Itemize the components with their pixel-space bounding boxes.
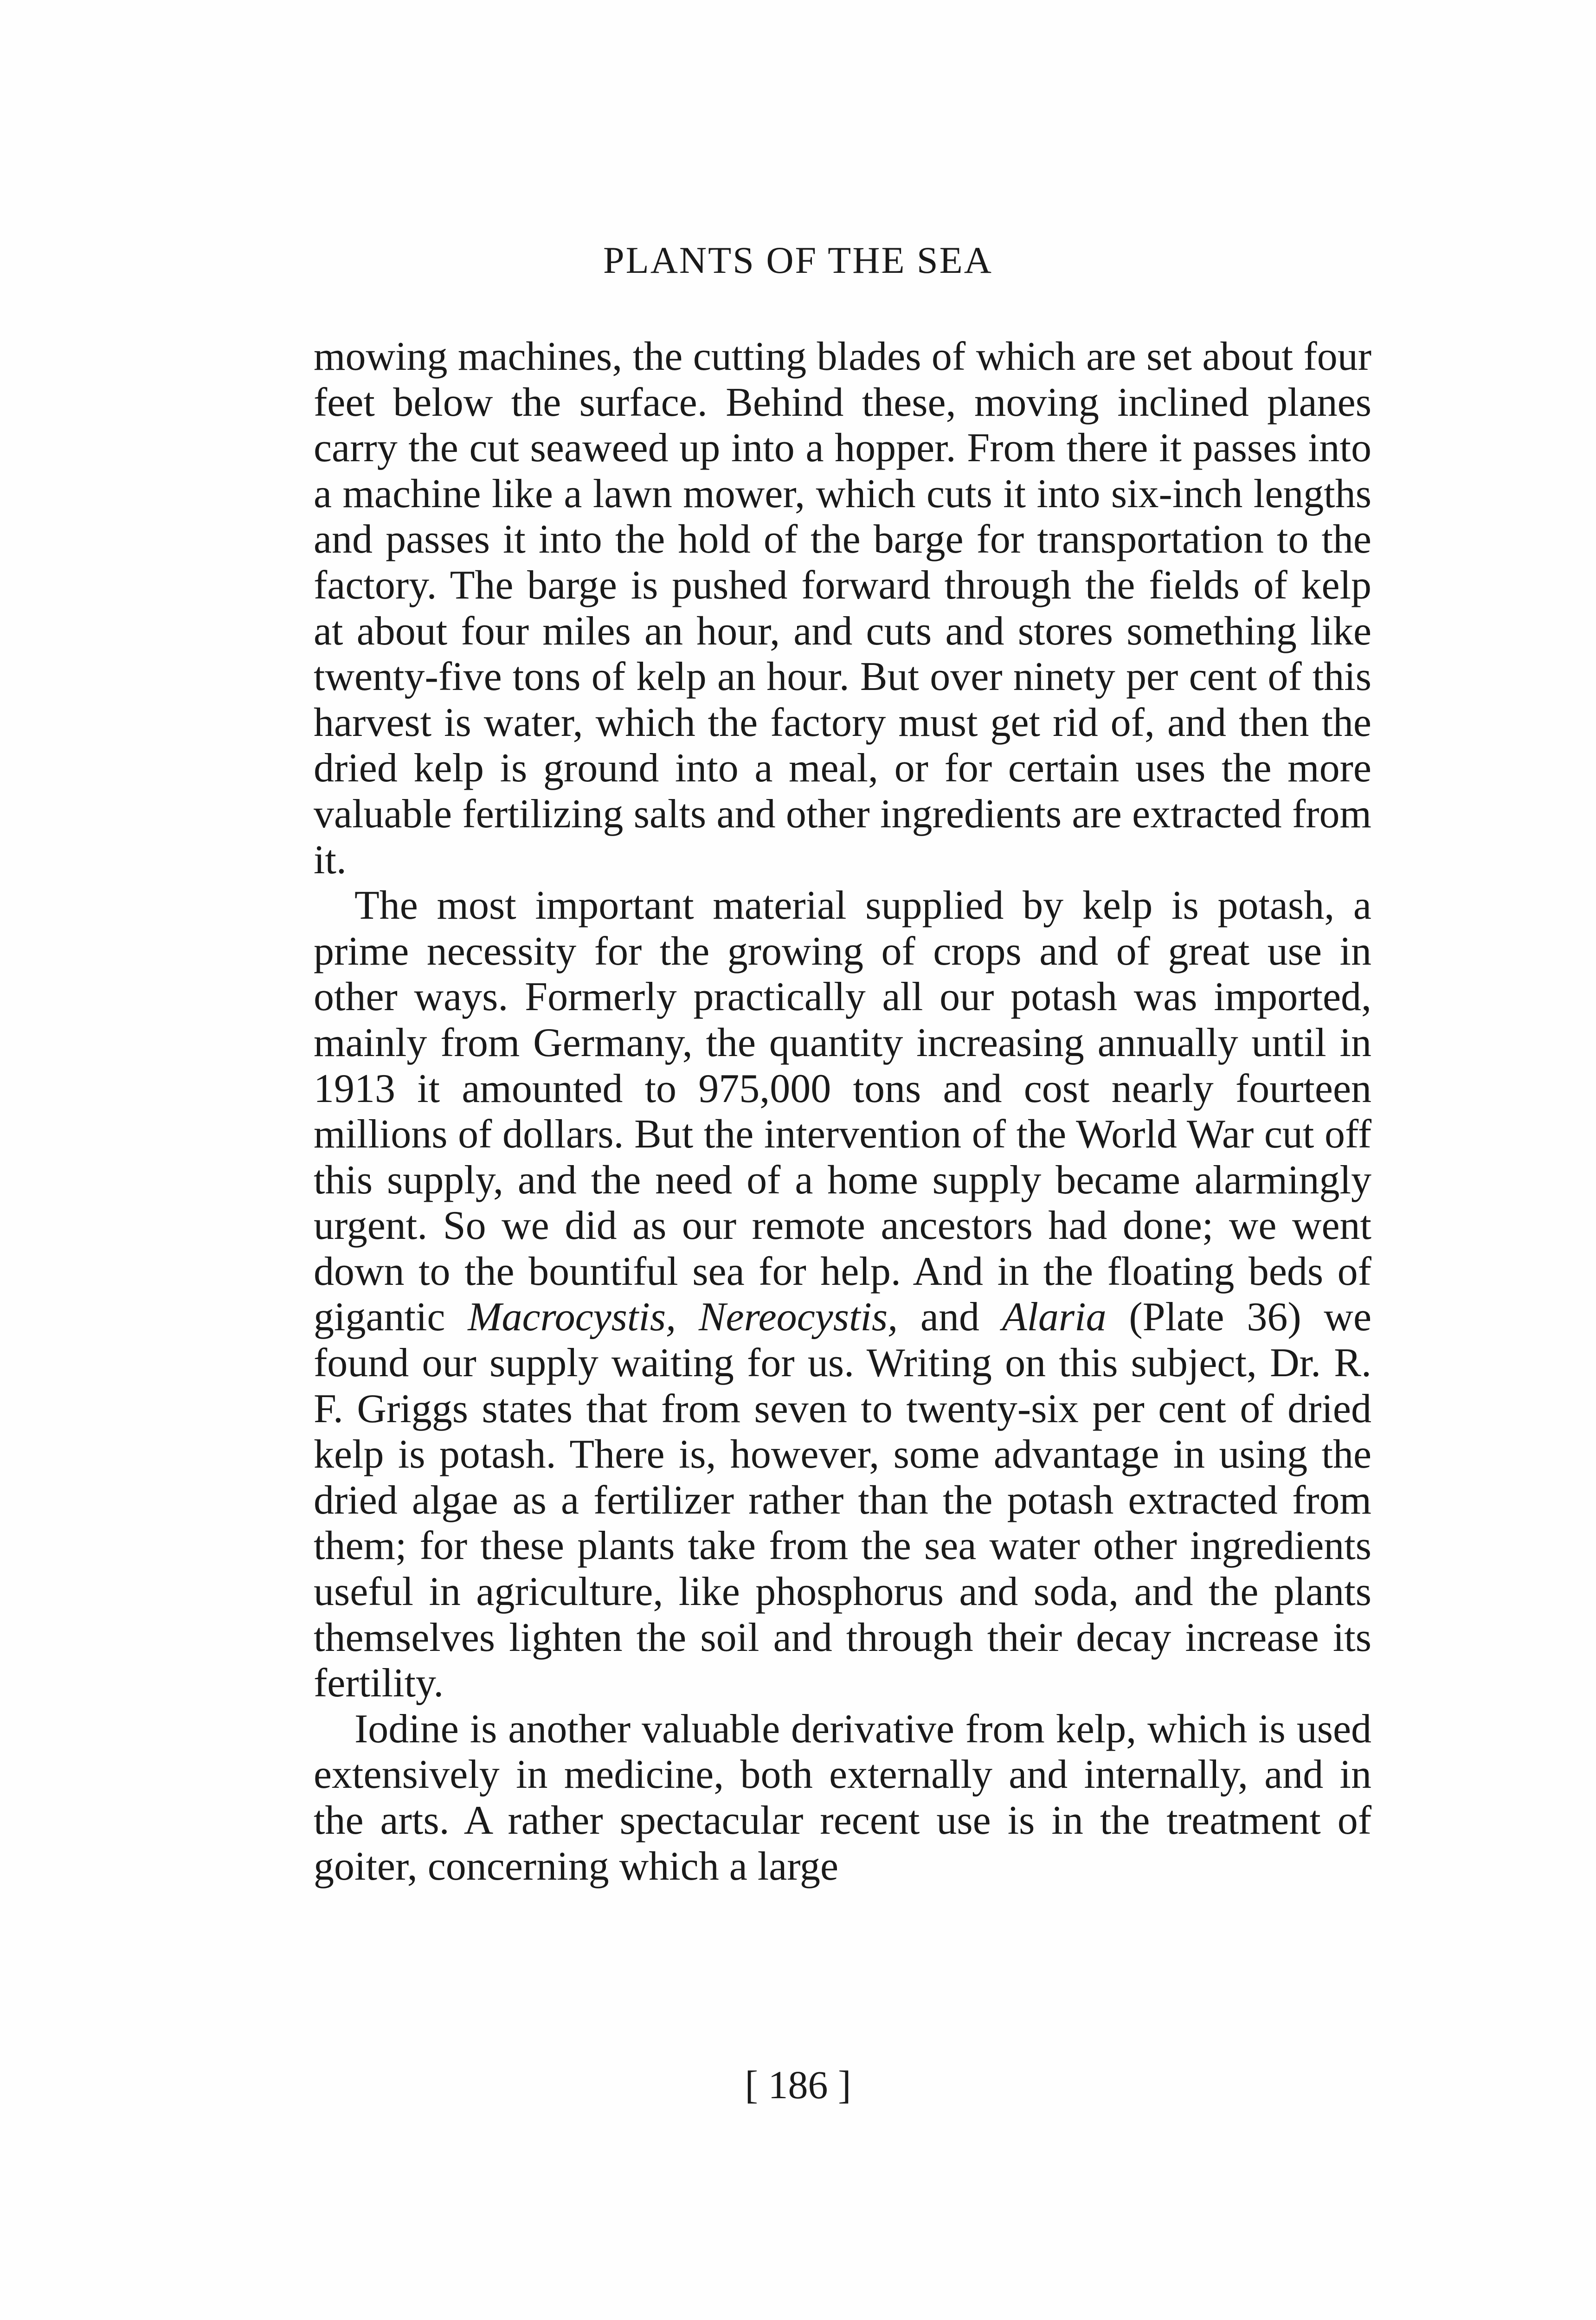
- separator: and: [898, 1295, 1002, 1340]
- paragraph-potash-text-b: (Plate 36) we found our supply waiting for us. Writing on this subject, Dr. R. F. Griggs states that from seven to twenty-six per cent of dried kelp is potash. There is, however, some advantage in using the dried algae as a fertilizer rather than the potash extracted from them; for these plants take from the sea water other ingredients useful in agriculture, like phosphorus and soda, and the plants themselves lighten the soil and through their decay increase its fertility.: [314, 1295, 1371, 1706]
- paragraph-potash-text-a: The most important material supplied by kelp is potash, a prime necessity for the growing of crops and of great use in other ways. Formerly practically all our potash was imported, mainly from Germany, the quantity increasing annually until in 1913 it amounted to 975,000 tons and cost nearly fourteen millions of dollars. But the intervention of the World War cut off this supply, and the need of a home supply became alarmingly urgent. So we did as our remote ancestors had done; we went down to the bountiful sea for help. And in the floating beds of gigantic: [314, 883, 1371, 1340]
- paragraph-continued: mowing machines, the cutting blades of which are set about four feet below the surface. Behind these, moving inclined planes carry the cut seaweed up into a hopper. From there it passes into a machine like a lawn mower, which cuts it into six-inch lengths and passes it into the hold of the barge for transportation to the factory. The barge is pushed forward through the fields of kelp at about four miles an hour, and cuts and stores something like twenty-five tons of kelp an hour. But over ninety per cent of this harvest is water, which the factory must get rid of, and then the dried kelp is ground into a meal, or for certain uses the more valuable fertilizing salts and other ingredients are extracted from it.: [314, 334, 1371, 883]
- species-macrocystis: Macrocystis,: [468, 1295, 676, 1340]
- separator: [676, 1295, 699, 1340]
- species-alaria: Alaria: [1002, 1295, 1107, 1340]
- body-text: [314, 334, 1371, 1889]
- page-number: [ 186 ]: [745, 2062, 851, 2107]
- paragraph-iodine: Iodine is another valuable derivative from kelp, which is used extensively in medicine, both externally and internally, and in the arts. A rather spectacular recent use is in the treatment of goiter, concerning which a large: [314, 1706, 1371, 1889]
- paragraph-potash: [314, 883, 1371, 1707]
- running-head: PLANTS OF THE SEA: [603, 239, 993, 281]
- species-nereocystis: Nereocystis,: [698, 1295, 898, 1340]
